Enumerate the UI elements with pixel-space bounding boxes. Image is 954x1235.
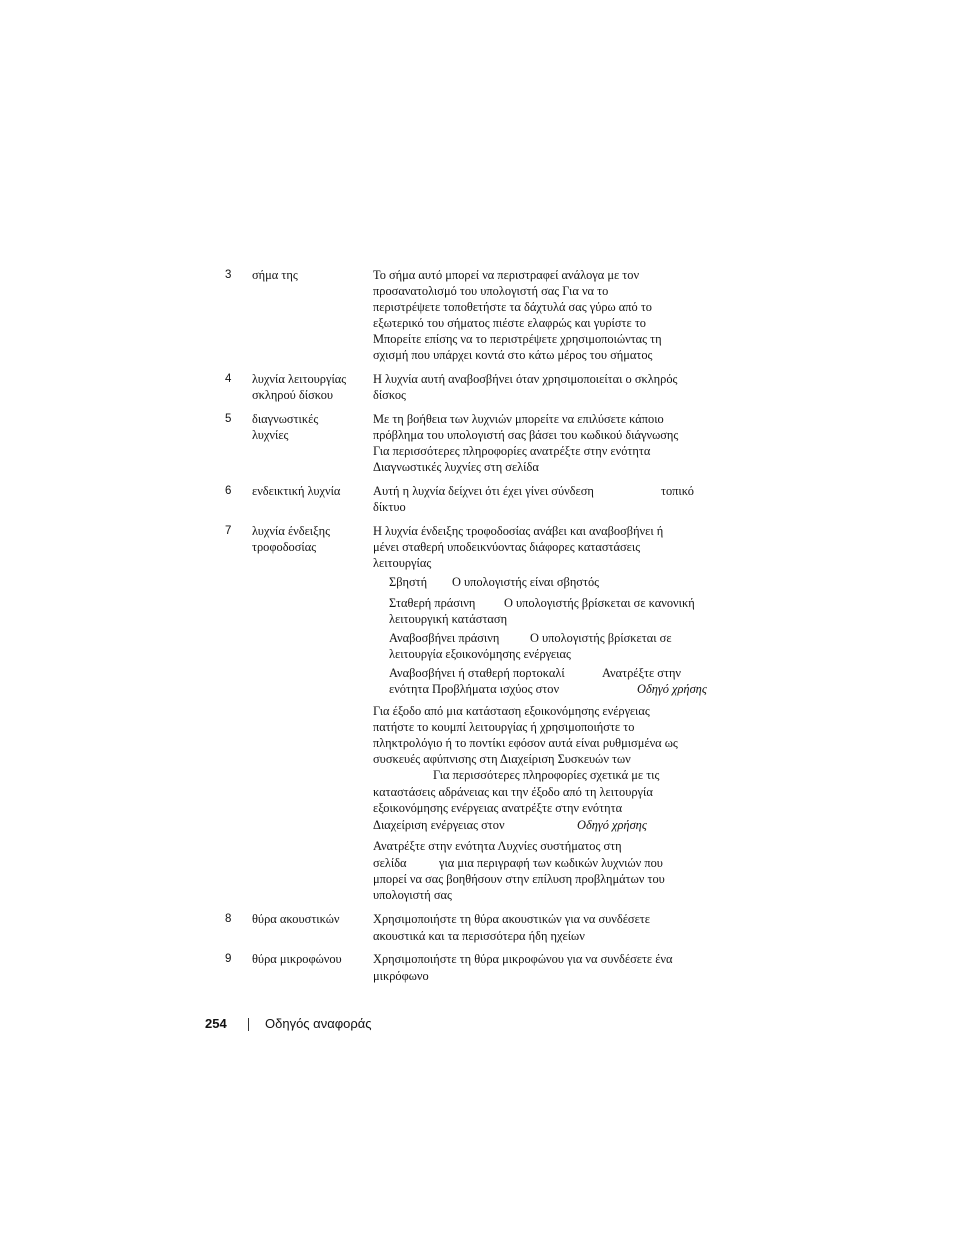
row-label: λυχνία ένδειξης [252,524,331,538]
row-number: 4 [225,373,232,385]
row-desc-line: Για περισσότερες πληροφορίες ανατρέξτε στην ενότητα [373,444,651,458]
row-desc-line: περιστρέψετε τοποθετήστε τα δάχτυλά σας γύρω από το [373,300,652,314]
state-desc: λειτουργική κατάσταση [389,612,508,626]
row-desc-line: τοπικό [661,484,694,498]
row-desc-line: υπολογιστή σας [373,888,452,902]
row-number: 8 [225,913,232,925]
row-desc-line: Διαχείριση ενέργειας στον [373,818,505,832]
row-desc-line: μένει σταθερή υποδεικνύοντας διάφορες καταστάσεις [373,540,641,554]
state-name: Αναβοσβήνει πράσινη [389,631,500,645]
row-desc-line: καταστάσεις αδράνειας και την έξοδο από τη λειτουργία [373,785,653,799]
row-desc-line: συσκευές αφύπνισης στη Διαχείριση Συσκευών των [373,752,631,766]
row-desc-line: εξωτερικό του σήματος πιέστε ελαφρώς και γυρίστε το [373,316,646,330]
footer-title: Οδηγός αναφοράς [265,1016,372,1031]
row-desc-line: Με τη βοήθεια των λυχνιών μπορείτε να επιλύσετε κάποιο [373,412,664,426]
state-desc: Ανατρέξτε στην [602,666,682,680]
row-desc-line: μπορεί να σας βοηθήσουν στην επίλυση προβλημάτων του [373,872,665,886]
row-desc-line: πληκτρολόγιο ή το ποντίκι εφόσον αυτά είναι ρυθμισμένα ως [373,736,678,750]
state-desc: Ο υπολογιστής βρίσκεται σε κανονική [504,596,695,610]
state-desc: Ο υπολογιστής βρίσκεται σε [530,631,672,645]
state-desc: λειτουργία εξοικονόμησης ενέργειας [389,647,571,661]
page-number: 254 [205,1016,227,1031]
row-label: λυχνία λειτουργίας [252,372,347,386]
row-label: λυχνίες [252,428,289,442]
row-desc-line: δίσκος [373,388,406,402]
row-desc-line: ακουστικά και τα περισσότερα ήδη ηχείων [373,929,585,943]
guide-reference: Οδηγό χρήσης [577,818,647,832]
footer-divider [248,1018,249,1031]
row-desc-line: πατήστε το κουμπί λειτουργίας ή χρησιμοποιήστε το [373,720,635,734]
row-number: 3 [225,269,232,281]
row-desc-line: Για έξοδο από μια κατάσταση εξοικονόμησης ενέργειας [373,704,650,718]
row-desc-line: Αυτή η λυχνία δείχνει ότι έχει γίνει σύνδεση [373,484,594,498]
state-name: Σταθερή πράσινη [389,596,476,610]
row-label: διαγνωστικές [252,412,319,426]
row-desc-line: μικρόφωνο [373,969,429,983]
row-desc-line: Χρησιμοποιήστε τη θύρα μικροφώνου για να συνδέσετε ένα [373,952,673,966]
row-desc-line: Ανατρέξτε στην ενότητα Λυχνίες συστήματος στη [373,839,622,853]
row-number: 5 [225,413,232,425]
row-desc-line: Χρησιμοποιήστε τη θύρα ακουστικών για να συνδέσετε [373,912,650,926]
guide-reference: Οδηγό χρήσης [637,682,707,696]
row-label: σκληρού δίσκου [252,388,334,402]
row-desc-line: Το σήμα αυτό μπορεί να περιστραφεί ανάλογα με τον [373,268,640,282]
row-label: σήμα της [252,268,298,282]
row-label: θύρα μικροφώνου [252,952,342,966]
state-name: Αναβοσβήνει ή σταθερή πορτοκαλί [389,666,565,680]
row-desc-line: δίκτυο [373,500,406,514]
row-desc-line: Η λυχνία ένδειξης τροφοδοσίας ανάβει και αναβοσβήνει ή [373,524,664,538]
row-label: τροφοδοσίας [252,540,317,554]
row-desc-line: Η λυχνία αυτή αναβοσβήνει όταν χρησιμοποιείται ο σκληρός [373,372,678,386]
row-number: 6 [225,485,232,497]
row-desc-line: σχισμή που υπάρχει κοντά στο κάτω μέρος του σήματος [373,348,653,362]
row-desc-line: σελίδα [373,856,407,870]
row-desc-line: λειτουργίας [373,556,432,570]
state-desc: ενότητα Προβλήματα ισχύος στον [389,682,560,696]
state-name: Σβηστή [389,575,428,589]
state-desc: Ο υπολογιστής είναι σβηστός [452,575,600,589]
row-desc-line: Για περισσότερες πληροφορίες σχετικά με τις [433,768,660,782]
row-label: θύρα ακουστικών [252,912,340,926]
row-desc-line: προσανατολισμό του υπολογιστή σας Για να το [373,284,609,298]
row-desc-line: Διαγνωστικές λυχνίες στη σελίδα [373,460,539,474]
row-desc-line: Μπορείτε επίσης να το περιστρέψετε χρησιμοποιώντας τη [373,332,662,346]
row-number: 7 [225,525,232,537]
row-desc-line: πρόβλημα του υπολογιστή σας βάσει του κωδικού διάγνωσης [373,428,679,442]
row-desc-line: για μια περιγραφή των κωδικών λυχνιών που [439,856,663,870]
row-label: ενδεικτική λυχνία [252,484,341,498]
row-number: 9 [225,953,232,965]
row-desc-line: εξοικονόμησης ενέργειας ανατρέξτε στην ενότητα [373,801,623,815]
